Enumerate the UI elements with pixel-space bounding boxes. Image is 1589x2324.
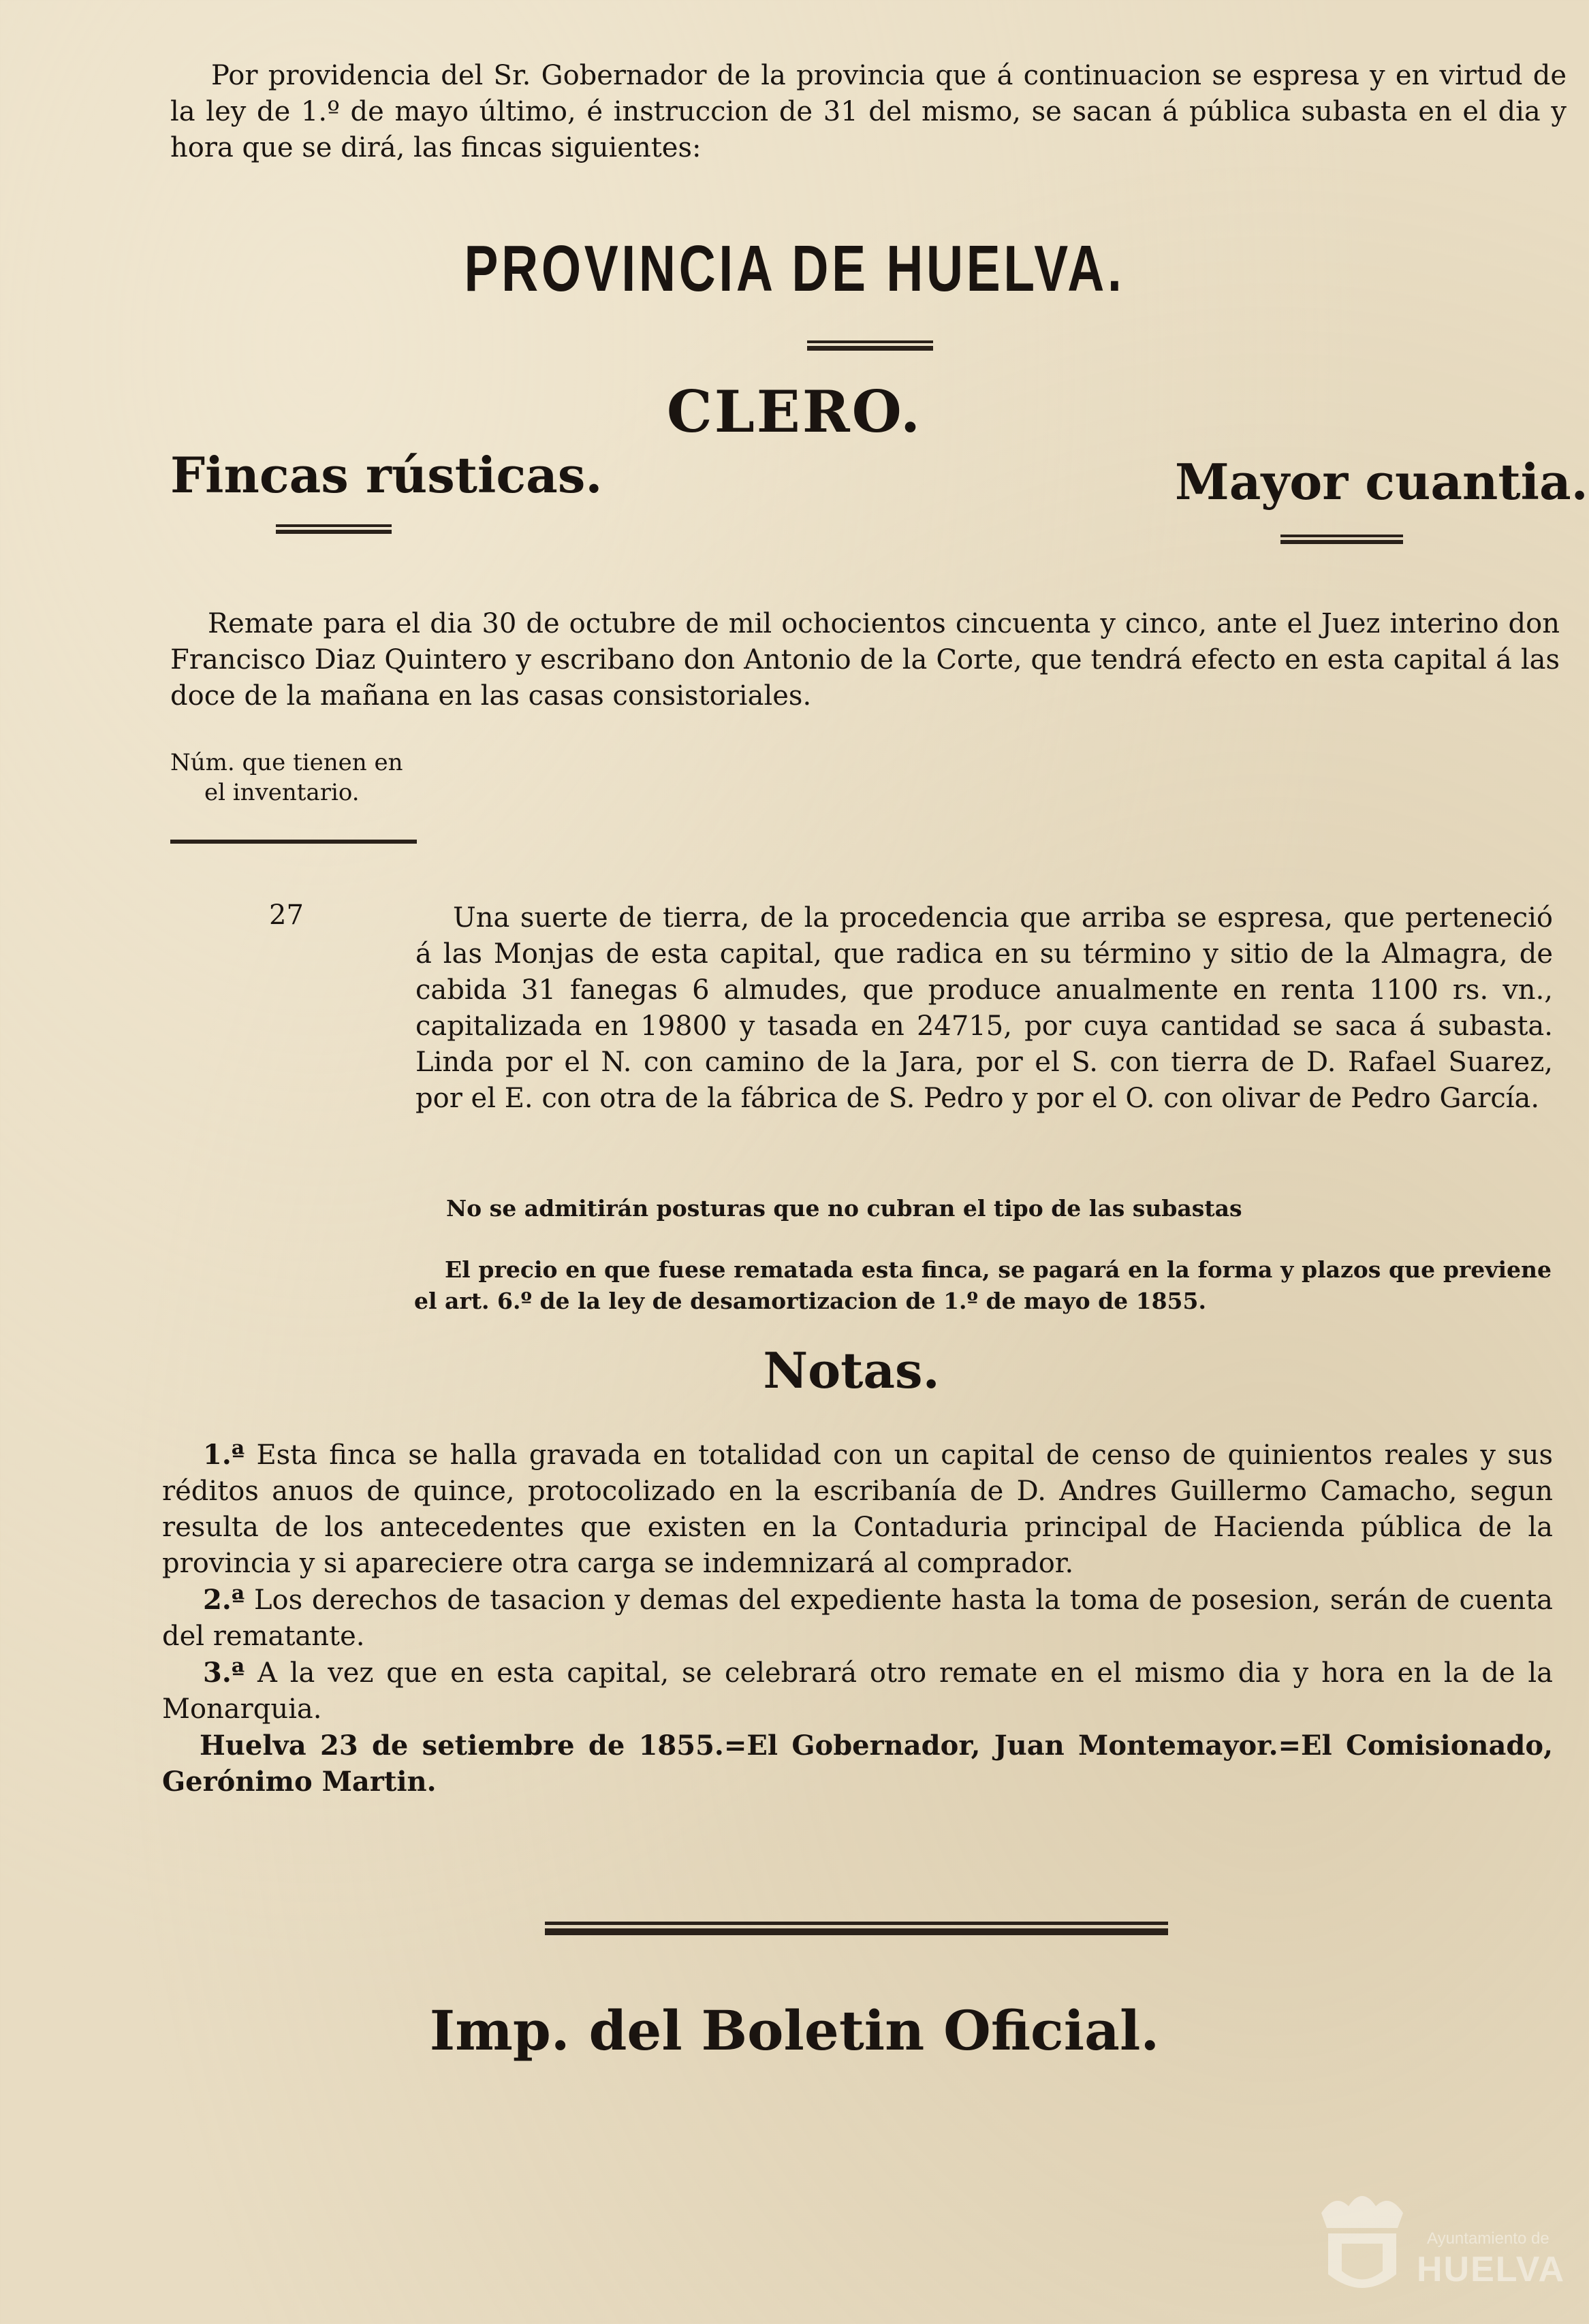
rule-under-right-heading-2: [1280, 540, 1403, 544]
left-heading: Fincas rústicas.: [170, 446, 603, 504]
note-item: [162, 1582, 1553, 1655]
ayuntamiento-logo: [1308, 2179, 1567, 2308]
entry-description: Una suerte de tierra, de la procedencia que arriba se espresa, que perteneció á las Monjas de esta capital, que radica en su término y sitio de la Almagra, de cabida 31 fanegas 6 almudes, que produce anualmente en renta 1100 rs. vn., capitalizada en 19800 y tasada en 24715, por cuya cantidad se saca á subasta. Linda por el N. con camino de la Jara, por el S. con tierra de D. Rafael Suarez, por el E. con otra de la fábrica de S. Pedro y por el O. con olivar de Pedro García.: [415, 902, 1553, 1114]
note-number: 3.ª: [203, 1657, 245, 1689]
ornamental-rule-bottom: [545, 1928, 1168, 1935]
crown-shield-icon: [1321, 2196, 1403, 2288]
rule-under-inventory-label: [170, 840, 417, 844]
no-posturas-note: No se admitirán posturas que no cubran el tipo de las subastas: [446, 1195, 1242, 1222]
signature: Huelva 23 de setiembre de 1855.=El Gobernador, Juan Montemayor.=El Comisionado, Gerónimo Martin.: [162, 1730, 1553, 1798]
rule-under-right-heading: [1280, 535, 1403, 537]
watermark-line2: HUELVA: [1417, 2250, 1566, 2289]
note-text: A la vez que en esta capital, se celebrará otro remate en el mismo dia y hora en la de la Monarquia.: [162, 1657, 1554, 1725]
inventory-label-line1: Núm. que tienen en: [170, 749, 403, 776]
ornamental-rule-top: [545, 1922, 1168, 1925]
province-title-wrap: [0, 232, 1589, 306]
notes-title: Notas.: [763, 1341, 940, 1399]
note-text: Esta finca se halla gravada en totalidad con un capital de censo de quinientos reales y sus réditos anuos de quince, protocolizado en la escribanía de D. Andres Guillermo Camacho, segun resulta de los antecedentes que existen en la Contaduria principal de Hacienda pública de la provincia y si apareciere otra carga se indemnizará al comprador.: [162, 1439, 1553, 1579]
note-number: 1.ª: [203, 1439, 245, 1471]
note-item: [162, 1655, 1553, 1728]
precio-note: El precio en que fuese rematada esta finca, se pagará en la forma y plazos que previene el art. 6.º de la ley de desamortizacion de 1.º de mayo de 1855.: [414, 1256, 1552, 1314]
rule-under-province-2: [807, 346, 933, 351]
province-title: PROVINCIA DE HUELVA.: [464, 232, 1125, 305]
watermark-line1: Ayuntamiento de: [1427, 2229, 1549, 2248]
inventory-label: [170, 748, 403, 808]
note-text: Los derechos de tasacion y demas del expediente hasta la toma de posesion, serán de cuenta del rematante.: [162, 1585, 1553, 1652]
imprint: Imp. del Boletin Oficial.: [429, 1999, 1160, 2063]
note-number: 2.ª: [203, 1584, 245, 1616]
notes-list: [162, 1437, 1553, 1800]
entry-number: 27: [269, 900, 304, 931]
note-item: [162, 1437, 1553, 1582]
rule-under-province: [807, 340, 933, 343]
rule-under-left-heading-2: [276, 530, 392, 534]
inventory-label-line2: el inventario.: [204, 779, 360, 806]
right-heading: Mayor cuantia.: [1175, 453, 1588, 511]
remate-paragraph: Remate para el dia 30 de octubre de mil ochocientos cincuenta y cinco, ante el Juez interino don Francisco Diaz Quintero y escribano don Antonio de la Corte, que tendrá efecto en esta capital á las doce de la mañana en las casas consistoriales.: [170, 608, 1560, 712]
rule-under-left-heading: [276, 524, 392, 527]
section-title: CLERO.: [666, 378, 923, 445]
intro-paragraph: Por providencia del Sr. Gobernador de la provincia que á continuacion se espresa y en virtud de la ley de 1.º de mayo último, é instruccion de 31 del mismo, se sacan á pública subasta en el dia y hora que se dirá, las fincas siguientes:: [170, 60, 1567, 163]
